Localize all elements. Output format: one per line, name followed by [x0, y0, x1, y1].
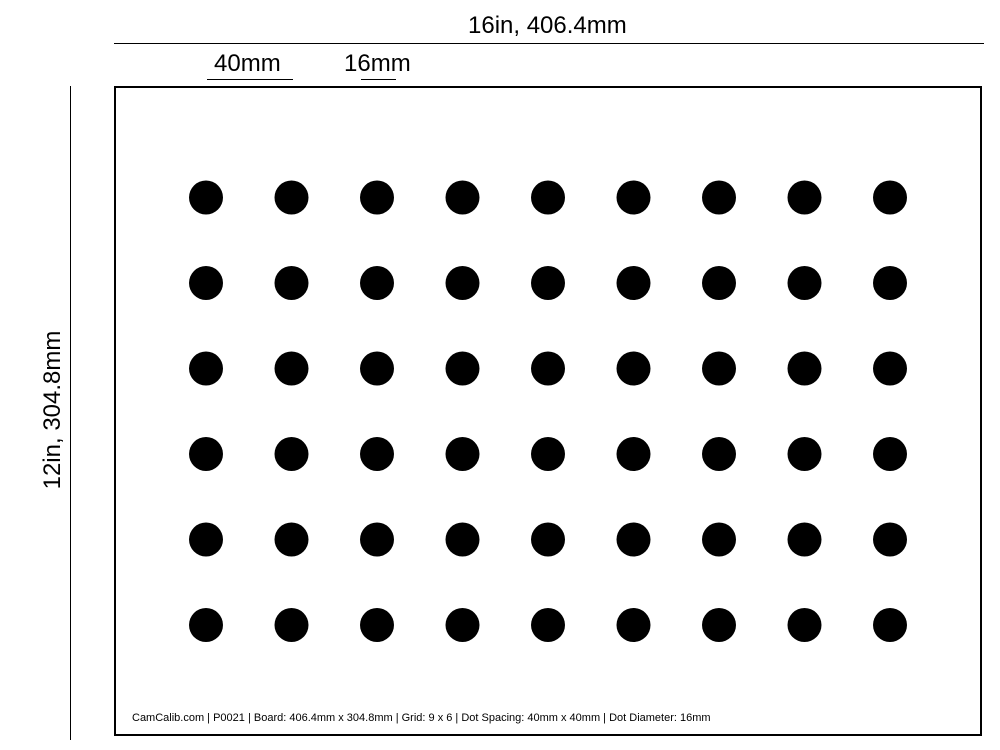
calibration-dot: [446, 523, 480, 557]
calibration-dot: [275, 352, 309, 386]
dot-spacing-scale-line: [207, 79, 293, 80]
calibration-dot: [873, 437, 907, 471]
calibration-dot: [446, 437, 480, 471]
calibration-dot: [873, 266, 907, 300]
calibration-dot: [531, 523, 565, 557]
calibration-dot: [617, 608, 651, 642]
board-height-dimension-line: [70, 86, 71, 740]
calibration-dot: [617, 352, 651, 386]
calibration-dot: [275, 608, 309, 642]
calibration-dot: [446, 181, 480, 215]
calibration-dot: [275, 523, 309, 557]
calibration-dot: [788, 437, 822, 471]
dot-spacing-label: 40mm: [214, 50, 281, 77]
board-width-label: 16in, 406.4mm: [468, 12, 627, 39]
calibration-dot: [275, 266, 309, 300]
calibration-dot: [617, 181, 651, 215]
calibration-dot: [702, 608, 736, 642]
calibration-dot: [275, 437, 309, 471]
calibration-dot: [702, 352, 736, 386]
dot-grid: [116, 88, 980, 734]
calibration-dot: [189, 608, 223, 642]
calibration-dot: [788, 523, 822, 557]
board-height-label: 12in, 304.8mm: [39, 330, 66, 490]
calibration-dot: [360, 437, 394, 471]
calibration-dot: [446, 266, 480, 300]
dot-diameter-label: 16mm: [344, 50, 411, 77]
calibration-dot: [702, 266, 736, 300]
calibration-dot: [873, 608, 907, 642]
calibration-dot: [788, 352, 822, 386]
calibration-dot: [788, 181, 822, 215]
dot-diameter-scale-line: [361, 79, 396, 80]
calibration-dot: [531, 437, 565, 471]
calibration-dot: [531, 266, 565, 300]
calibration-dot: [360, 266, 394, 300]
calibration-dot: [617, 266, 651, 300]
calibration-dot: [531, 181, 565, 215]
calibration-dot: [873, 181, 907, 215]
calibration-dot: [702, 437, 736, 471]
calibration-board: [114, 86, 982, 736]
board-info-footer: CamCalib.com | P0021 | Board: 406.4mm x 304.8mm | Grid: 9 x 6 | Dot Spacing: 40mm x 40mm | Dot Diameter: 16mm: [132, 712, 711, 724]
calibration-dot: [360, 181, 394, 215]
calibration-dot: [360, 523, 394, 557]
calibration-dot: [788, 608, 822, 642]
calibration-dot: [189, 523, 223, 557]
calibration-dot: [617, 437, 651, 471]
board-width-dimension-line: [114, 43, 984, 44]
calibration-dot: [617, 523, 651, 557]
calibration-dot: [873, 523, 907, 557]
calibration-dot: [360, 608, 394, 642]
calibration-dot: [189, 437, 223, 471]
calibration-dot: [702, 181, 736, 215]
calibration-dot: [189, 352, 223, 386]
calibration-dot: [189, 266, 223, 300]
calibration-dot: [189, 181, 223, 215]
calibration-dot: [275, 181, 309, 215]
calibration-dot: [446, 608, 480, 642]
calibration-dot: [702, 523, 736, 557]
calibration-dot: [446, 352, 480, 386]
calibration-dot: [873, 352, 907, 386]
calibration-dot: [531, 352, 565, 386]
calibration-dot: [360, 352, 394, 386]
calibration-dot: [531, 608, 565, 642]
calibration-dot: [788, 266, 822, 300]
